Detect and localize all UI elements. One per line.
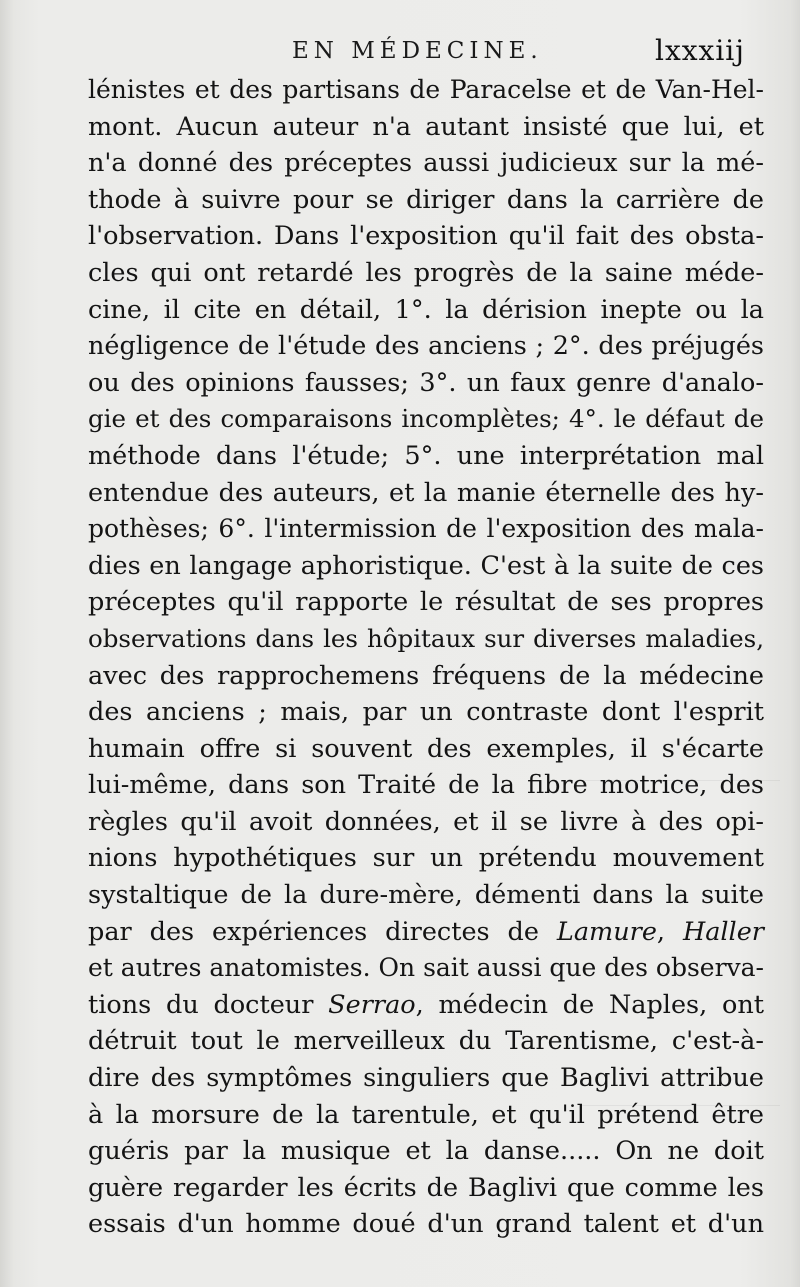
- text-line: l'observation. Dans l'exposition qu'il fait des obsta-: [88, 221, 764, 252]
- text-line: gie et des comparaisons incomplètes; 4°. le défaut de: [88, 404, 764, 434]
- italic-name-lamure: Lamure: [556, 916, 657, 947]
- text-run: ,: [656, 916, 683, 947]
- text-line: préceptes qu'il rapporte le résultat de ses propres: [88, 587, 764, 618]
- text-line: négligence de l'étude des anciens ; 2°. des préjugés: [88, 331, 764, 362]
- text-line: entendue des auteurs, et la manie éternelle des hy-: [88, 477, 764, 508]
- text-line: guère regarder les écrits de Baglivi que comme les: [88, 1172, 764, 1203]
- text-line: thode à suivre pour se diriger dans la carrière de: [88, 184, 764, 215]
- text-line: mont. Aucun auteur n'a autant insisté que lui, et: [88, 111, 764, 142]
- text-line: [88, 987, 764, 1024]
- text-line: dies en langage aphoristique. C'est à la suite de ces: [88, 550, 764, 581]
- text-line: ou des opinions fausses; 3°. un faux genre d'analo-: [88, 367, 764, 398]
- text-line: dire des symptômes singuliers que Baglivi attribue: [88, 1063, 764, 1094]
- body-text: [88, 72, 764, 1243]
- italic-name-haller: Haller: [682, 916, 764, 947]
- text-run: , médecin de Naples, ont: [415, 989, 764, 1020]
- text-line: méthode dans l'étude; 5°. une interprétation mal: [88, 440, 764, 471]
- text-line: détruit tout le merveilleux du Tarentisme, c'est-à-: [88, 1026, 764, 1057]
- text-line: et autres anatomistes. On sait aussi que des observa-: [88, 953, 764, 983]
- text-line: à la morsure de la tarentule, et qu'il prétend être: [88, 1099, 764, 1130]
- text-line: essais d'un homme doué d'un grand talent et d'un: [88, 1209, 764, 1240]
- text-line: règles qu'il avoit données, et il se livre à des opi-: [88, 806, 764, 837]
- text-line: [88, 914, 764, 951]
- text-line: cles qui ont retardé les progrès de la saine méde-: [88, 257, 764, 288]
- running-title: EN MÉDECINE.: [292, 38, 543, 64]
- page-number: lxxxiij: [655, 34, 745, 67]
- text-line: des anciens ; mais, par un contraste dont l'esprit: [88, 697, 764, 728]
- text-line: pothèses; 6°. l'intermission de l'exposition des mala-: [88, 514, 764, 544]
- text-line: avec des rapprochemens fréquens de la médecine: [88, 660, 764, 691]
- text-line: guéris par la musique et la danse..... On ne doit: [88, 1136, 764, 1167]
- text-line: nions hypothétiques sur un prétendu mouvement: [88, 843, 764, 874]
- text-line: lui-même, dans son Traité de la fibre motrice, des: [88, 770, 764, 801]
- text-run: par des expériences directes de: [88, 916, 557, 947]
- text-line: n'a donné des préceptes aussi judicieux sur la mé-: [88, 148, 764, 179]
- text-line: humain offre si souvent des exemples, il s'écarte: [88, 733, 764, 764]
- italic-name-serrao: Serrao: [328, 989, 416, 1020]
- text-line: lénistes et des partisans de Paracelse et de Van-Hel-: [88, 75, 764, 104]
- text-line: observations dans les hôpitaux sur diverses maladies,: [88, 623, 764, 653]
- text-line: cine, il cite en détail, 1°. la dérision inepte ou la: [88, 294, 764, 325]
- text-run: tions du docteur: [88, 989, 329, 1020]
- text-line: systaltique de la dure-mère, démenti dans la suite: [88, 880, 764, 911]
